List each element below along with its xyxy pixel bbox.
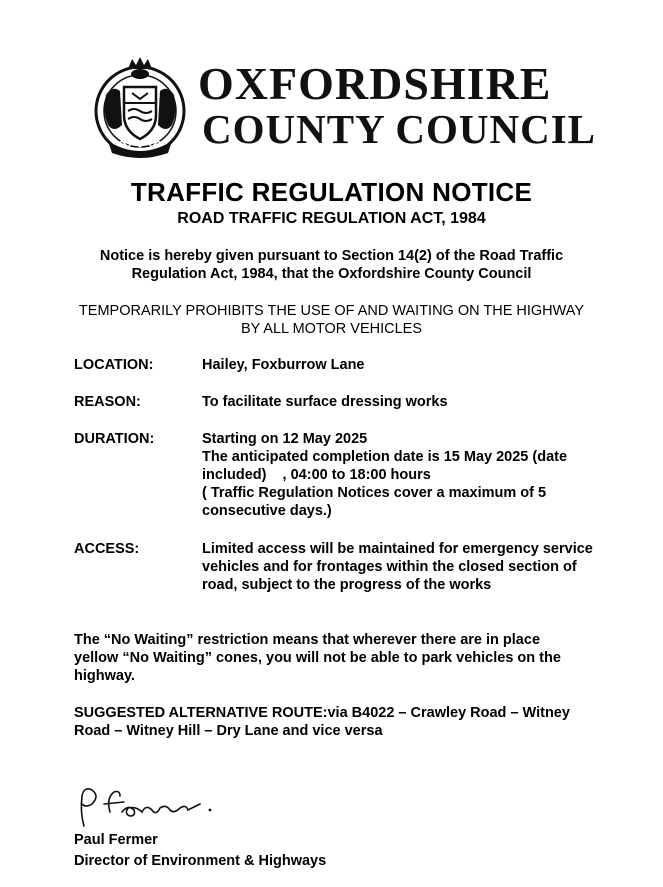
prohibition-statement <box>20 302 643 338</box>
access-row <box>74 540 644 596</box>
no-waiting-line: highway. <box>74 668 135 684</box>
duration-note: consecutive days.) <box>202 503 332 519</box>
no-waiting-paragraph <box>74 631 634 685</box>
duration-note: ( Traffic Regulation Notices cover a maximum of 5 <box>202 485 547 501</box>
alternative-route-paragraph <box>74 704 634 740</box>
signatory-title: Director of Environment & Highways <box>74 853 327 869</box>
no-waiting-line: yellow “No Waiting” cones, you will not be able to park vehicles on the <box>74 650 561 666</box>
council-logo <box>94 55 597 165</box>
reason-label: REASON: <box>74 394 141 410</box>
intro-line: Regulation Act, 1984, that the Oxfordshire County Council <box>131 266 532 282</box>
org-name-line2: COUNTY COUNCIL <box>202 106 597 152</box>
location-row <box>74 356 644 376</box>
alternative-route-line: SUGGESTED ALTERNATIVE ROUTE:via B4022 – Crawley Road – Witney <box>74 705 570 721</box>
prohibition-line: BY ALL MOTOR VEHICLES <box>240 321 423 337</box>
notice-intro <box>60 247 603 283</box>
duration-line: included) , 04:00 to 18:00 hours <box>202 467 431 483</box>
alternative-route-line: Road – Witney Hill – Dry Lane and vice versa <box>74 723 383 739</box>
duration-line: The anticipated completion date is 15 May 2025 (date <box>202 449 568 465</box>
location-label: LOCATION: <box>74 357 154 373</box>
duration-line: Starting on 12 May 2025 <box>202 431 368 447</box>
intro-line: Notice is hereby given pursuant to Section 14(2) of the Road Traffic <box>99 248 564 264</box>
notice-subtitle: ROAD TRAFFIC REGULATION ACT, 1984 <box>177 210 486 227</box>
access-line: Limited access will be maintained for emergency service <box>202 541 593 557</box>
location-value: Hailey, Foxburrow Lane <box>202 357 365 373</box>
access-line: road, subject to the progress of the works <box>202 577 492 593</box>
reason-row <box>74 393 644 413</box>
notice-title: TRAFFIC REGULATION NOTICE <box>130 177 533 207</box>
no-waiting-line: The “No Waiting” restriction means that wherever there are in place <box>74 632 541 648</box>
reason-value: To facilitate surface dressing works <box>202 394 448 410</box>
org-name-line1: OXFORDSHIRE <box>198 58 552 109</box>
signatory-name: Paul Fermer <box>74 832 158 848</box>
access-line: vehicles and for frontages within the closed section of <box>202 559 577 575</box>
access-label: ACCESS: <box>74 541 140 557</box>
council-coat-of-arms-icon <box>94 55 186 161</box>
duration-label: DURATION: <box>74 431 155 447</box>
prohibition-line: TEMPORARILY PROHIBITS THE USE OF AND WAITING ON THE HIGHWAY <box>78 303 585 319</box>
duration-value <box>202 430 642 520</box>
duration-row <box>74 430 644 522</box>
handwritten-signature-icon <box>70 782 230 832</box>
access-value <box>202 540 642 594</box>
